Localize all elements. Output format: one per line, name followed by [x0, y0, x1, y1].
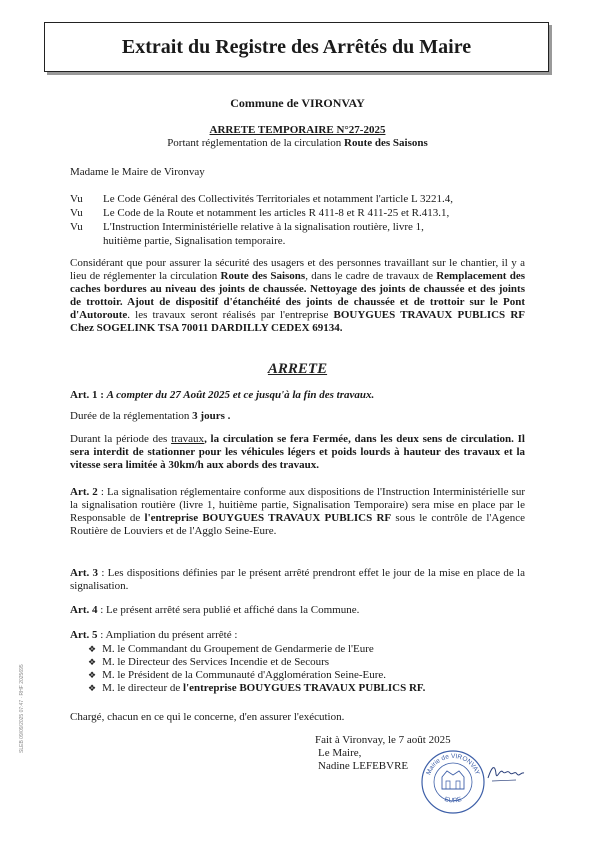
side-reference-note: SLEB 09/09/2025 07:47 · RHF 2025695: [19, 664, 25, 753]
article-3: Art. 3 : Les dispositions définies par le présent arrêté prendront effet le jour de la mise en place de la signalisation.: [70, 567, 525, 592]
ampliation-list: [88, 643, 425, 695]
list-item: ❖ M. le directeur de l'entreprise BOUYGUES TRAVAUX PUBLICS RF.: [88, 682, 426, 694]
execution-line: Chargé, chacun en ce qui le concerne, d'en assurer l'exécution.: [70, 711, 345, 723]
diamond-bullet-icon: ❖: [88, 644, 97, 654]
commune-name: Commune de VIRONVAY: [230, 96, 365, 110]
arrete-number: ARRETE TEMPORAIRE N°27-2025: [209, 124, 386, 136]
article-4: Art. 4 : Le présent arrêté sera publié et affiché dans la Commune.: [70, 604, 360, 616]
arrete-heading: ARRETE: [267, 361, 328, 377]
diamond-bullet-icon: ❖: [88, 670, 97, 680]
register-title: Extrait du Registre des Arrêtés du Maire: [121, 35, 472, 58]
signature-place-date: Fait à Vironvay, le 7 août 2025: [315, 734, 451, 746]
signature-name: Nadine LEFEBVRE: [318, 760, 409, 772]
svg-text:Mairie de VIRONVAY: Mairie de VIRONVAY: [425, 752, 481, 776]
signature-role: Le Maire,: [318, 747, 362, 759]
list-item: ❖ M. le Directeur des Services Incendie et de Secours: [88, 656, 330, 668]
article-2: Art. 2 : La signalisation réglementaire conforme aux dispositions de l'Instruction Interministérielle sur la signalisation routière (livre 1, huitième partie, Signalisation Temporaire) sera mise en place par le Responsable de l'entreprise BOUYGUES TRAVAUX PUBLICS RF sous le contrôle de l'Agence Routière de Louviers et de l'Agglo Seine-Eure.: [70, 486, 526, 537]
diamond-bullet-icon: ❖: [88, 657, 97, 667]
article-1: Art. 1 : A compter du 27 Août 2025 et ce jusqu'à la fin des travaux.: [70, 389, 375, 401]
mairie-stamp: [420, 749, 486, 815]
considerant-paragraph: Considérant que pour assurer la sécurité des usagers et des personnes travaillant sur le chantier, il y a lieu de réglementer la circulation Route des Saisons, dans le cadre de travaux de Remplacement des caches bordures au niveau des joints de chaussée. Nettoyage des joints de chaussée et des joints de trottoir. Ajout de dispositif d'étanchéité des joints de chaussée et de trottoir sur le Pont d'Autoroute. les travaux seront réalisés par l'entreprise BOUYGUES TRAVAUX PUBLICS RF Chez SOGELINK TSA 70011 DARDILLY CEDEX 69134.: [70, 257, 525, 334]
svg-text:EURE: EURE: [443, 795, 463, 805]
article-5: Art. 5 : Ampliation du présent arrêté :: [70, 629, 238, 641]
register-title-banner: [44, 22, 549, 72]
list-item: ❖ M. le Commandant du Groupement de Gendarmerie de l'Eure: [88, 643, 374, 655]
duration-line: Durée de la réglementation 3 jours .: [70, 410, 231, 422]
diamond-bullet-icon: ❖: [88, 683, 97, 693]
works-paragraph: Durant la période des travaux, la circulation se fera Fermée, dans les deux sens de circulation. Il sera interdit de stationner pour les véhicules légers et poids lourds à hauteur des travaux et la vitesse sera limitée à 30km/h aux abords des travaux.: [70, 433, 525, 471]
mayor-intro: Madame le Maire de Vironvay: [70, 166, 205, 178]
handwritten-signature: [486, 760, 526, 784]
arrete-subtitle: Portant réglementation de la circulation Route des Saisons: [167, 137, 428, 149]
list-item: ❖ M. le Président de la Communauté d'Agglomération Seine-Eure.: [88, 669, 387, 681]
